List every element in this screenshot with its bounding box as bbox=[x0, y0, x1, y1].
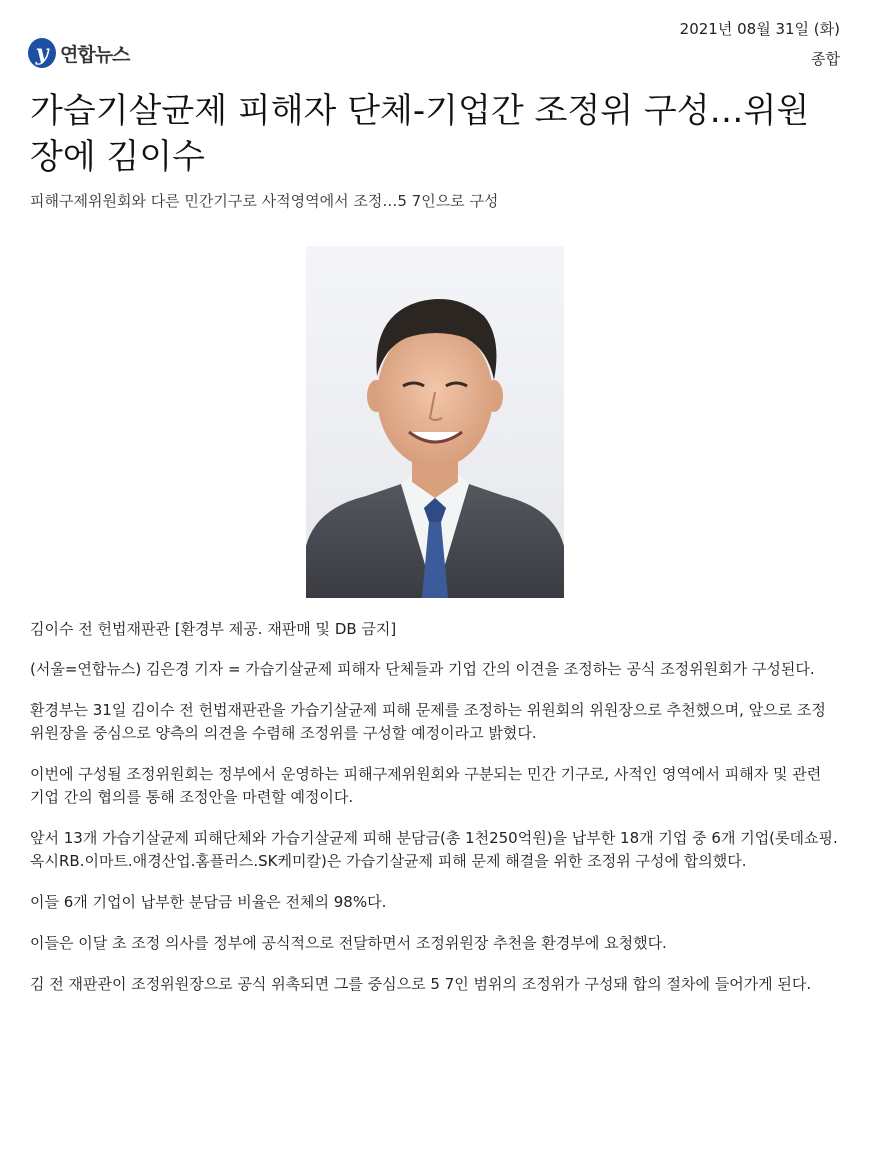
paragraph: 앞서 13개 가습기살균제 피해단체와 가습기살균제 피해 분담금(총 1천250억원)을 납부한 18개 기업 중 6개 기업(롯데쇼핑.옥시RB.이마트.애경산업.홈플러스.SK케미칼)은 가습기살균제 피해 문제 해결을 위한 조정위 구성에 합의했다. bbox=[30, 829, 838, 870]
article-meta bbox=[680, 14, 840, 74]
section-label: 종합 bbox=[811, 50, 840, 68]
paragraph: (서울=연합뉴스) 김은경 기자 = 가습기살균제 피해자 단체들과 기업 간의 이견을 조정하는 공식 조정위원회가 구성된다. bbox=[30, 660, 815, 678]
paragraph: 이번에 구성될 조정위원회는 정부에서 운영하는 피해구제위원회와 구분되는 민간 기구로, 사적인 영역에서 피해자 및 관련 기업 간의 협의를 통해 조정안을 마련할 예정이다. bbox=[30, 765, 822, 806]
paragraph: 환경부는 31일 김이수 전 헌법재판관을 가습기살균제 피해 문제를 조정하는 위원회의 위원장으로 추천했으며, 앞으로 조정위원장을 중심으로 양측의 의견을 수렴해 조정위를 구성할 예정이라고 밝혔다. bbox=[30, 701, 826, 742]
portrait-photo bbox=[306, 246, 564, 598]
paragraph: 이들 6개 기업이 납부한 분담금 비율은 전체의 98%다. bbox=[30, 893, 387, 911]
photo-caption: 김이수 전 헌법재판관 [환경부 제공. 재판매 및 DB 금지] bbox=[30, 620, 397, 638]
yonhap-logo-icon: y bbox=[28, 38, 56, 68]
paragraph: 이들은 이달 초 조정 의사를 정부에 공식적으로 전달하면서 조정위원장 추천을 환경부에 요청했다. bbox=[30, 934, 667, 952]
article-subtitle: 피해구제위원회와 다른 민간기구로 사적영역에서 조정…5 7인으로 구성 bbox=[30, 192, 499, 210]
paragraph: 김 전 재판관이 조정위원장으로 공식 위촉되면 그를 중심으로 5 7인 범위의 조정위가 구성돼 합의 절차에 들어가게 된다. bbox=[30, 975, 812, 993]
publisher-logo bbox=[28, 38, 129, 68]
publish-date: 2021년 08월 31일 (화) bbox=[679, 20, 840, 38]
publisher-name: 연합뉴스 bbox=[60, 43, 130, 66]
article-title: 가습기살균제 피해자 단체-기업간 조정위 구성…위원장에 김이수 bbox=[30, 91, 810, 177]
portrait-image-icon bbox=[306, 246, 564, 598]
article-body bbox=[30, 658, 840, 1014]
